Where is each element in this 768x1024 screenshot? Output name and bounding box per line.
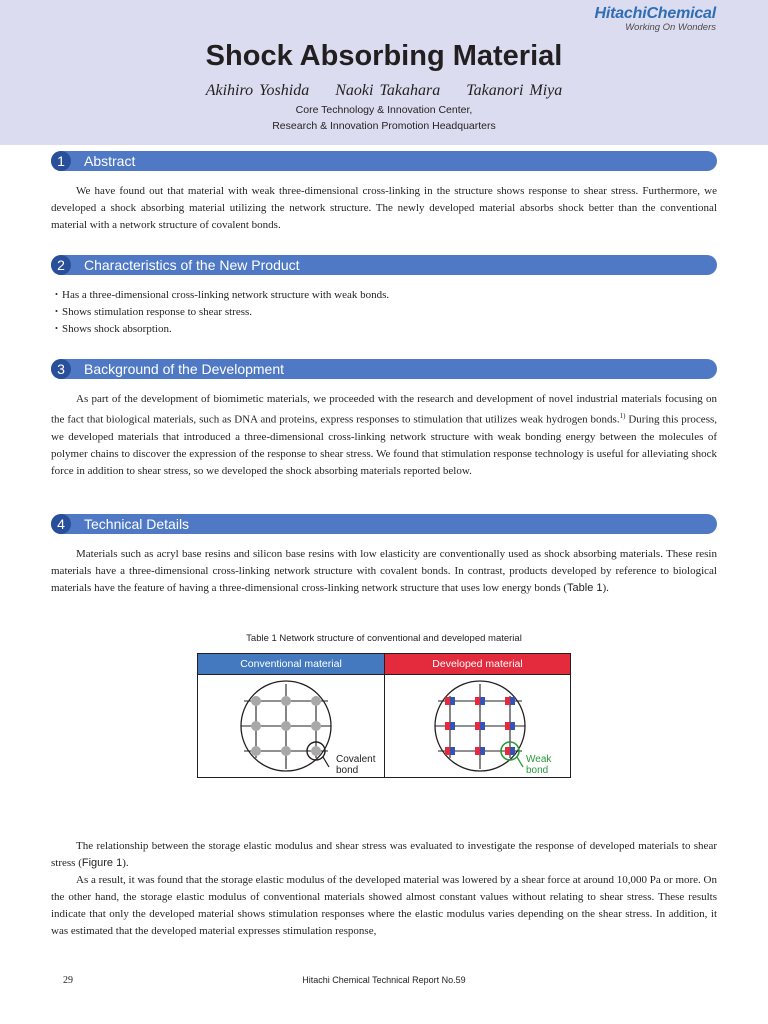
section-heading-technical [51,514,717,534]
figure-reference: Figure 1 [81,857,123,869]
technical-text [51,546,717,597]
section-title: Technical Details [84,516,190,532]
developed-network-diagram [428,676,538,776]
table-caption: Table 1 Network structure of conventional and developed material [246,633,522,644]
background-text [51,391,717,480]
reference-marker: 1) [619,412,626,420]
page-title: Shock Absorbing Material [205,40,563,72]
section-number: 4 [51,514,71,534]
network-structure-table [197,653,571,778]
affiliation-line: Research & Innovation Promotion Headquarters [272,120,496,132]
label-line: bond [336,765,359,776]
section-heading-characteristics [51,255,717,275]
section-number: 3 [51,359,71,379]
characteristics-list [51,287,717,338]
covalent-bond-label [336,754,375,776]
section-heading-background [51,359,717,379]
label-line: Weak [526,754,552,765]
text-run: ). [602,582,609,594]
paragraph: We have found out that material with weak three-dimensional cross-linking in the structure shows response to shear stress. Furthermore, we developed a shock absorbing material utilizing the network structure. The newly developed material absorbs shock better than the conventional material with a network structure of covalent bonds. [51,185,717,231]
callout-leader [323,757,329,767]
report-name: Hitachi Chemical Technical Report No.59 [302,975,466,985]
company-logo [595,5,717,33]
paragraph [51,838,717,872]
logo-wordmark: HitachiChemical [594,5,716,22]
conventional-network-diagram [234,676,344,776]
affiliation-line: Core Technology & Innovation Center, [295,104,473,116]
results-text [51,838,717,940]
paragraph [51,391,717,480]
paragraph: As a result, it was found that the storage elastic modulus of the developed material was lowered by a shear force at around 10,000 Pa or more. On the other hand, the storage elastic modulus of conventional materials showed almost constant values without relating to shear stress. These results indicate that only the developed material shows stimulation responses where the elastic modulus varies depending on the shear stress. In addition, it was estimated that the developed material expresses stimulation response, [51,874,717,937]
callout-leader [517,757,523,767]
column-header-conventional: Conventional material [198,654,384,674]
header-divider [198,674,570,675]
section-title: Characteristics of the New Product [84,257,300,273]
section-title: Abstract [84,153,136,169]
label-line: bond [526,765,549,776]
column-header-developed: Developed material [385,654,570,674]
author-list [0,82,768,100]
list-item: ・Has a three-dimensional cross-linking network structure with weak bonds. [51,289,390,301]
text-run: As part of the development of biomimetic materials, we proceeded with the research and development of novel industrial materials focusing on the fact that biological materials, such as DNA and proteins, express responses to stimulation that utilizes weak hydrogen bonds. [51,393,717,426]
section-number: 2 [51,255,71,275]
page-number: 29 [63,975,73,986]
section-title: Background of the Development [84,361,285,377]
abstract-text [51,183,717,234]
weak-bond-label [526,754,551,776]
logo-tagline: Working On Wonders [625,22,716,33]
author: Naoki Takahara [335,82,441,99]
list-item: ・Shows shock absorption. [51,323,172,335]
text-run: ). [122,857,129,869]
section-number: 1 [51,151,71,171]
text-run: Materials such as acryl base resins and silicon base resins with low elasticity are conventionally used as shock absorbing materials. These resin materials have a three-dimensional cross-linking network structure with covalent bonds. In contrast, products developed by reference to biological materials have the feature of having a three-dimensional cross-linking network structure that uses low energy bonds ( [51,548,717,594]
table-reference: Table 1 [567,582,603,594]
column-divider [384,654,385,777]
list-item: ・Shows stimulation response to shear stress. [51,306,253,318]
author: Takanori Miya [466,82,563,99]
label-line: Covalent [336,754,376,765]
author: Akihiro Yoshida [205,82,310,99]
section-heading-abstract [51,151,717,171]
text-run: During this process, we developed materials that introduced a three-dimensional cross-linking network structure with weak bonding energy between the molecules of polymer chains to discover the expression of the response to shear stress. We found that stimulation response technology is useful for alleviating shock force in addition to shear stress, so we developed the shock absorbing materials reported below. [51,413,718,477]
paragraph [51,546,717,597]
text-run: The relationship between the storage elastic modulus and shear stress was evaluated to investigate the response of developed materials to shear stress ( [51,840,717,869]
